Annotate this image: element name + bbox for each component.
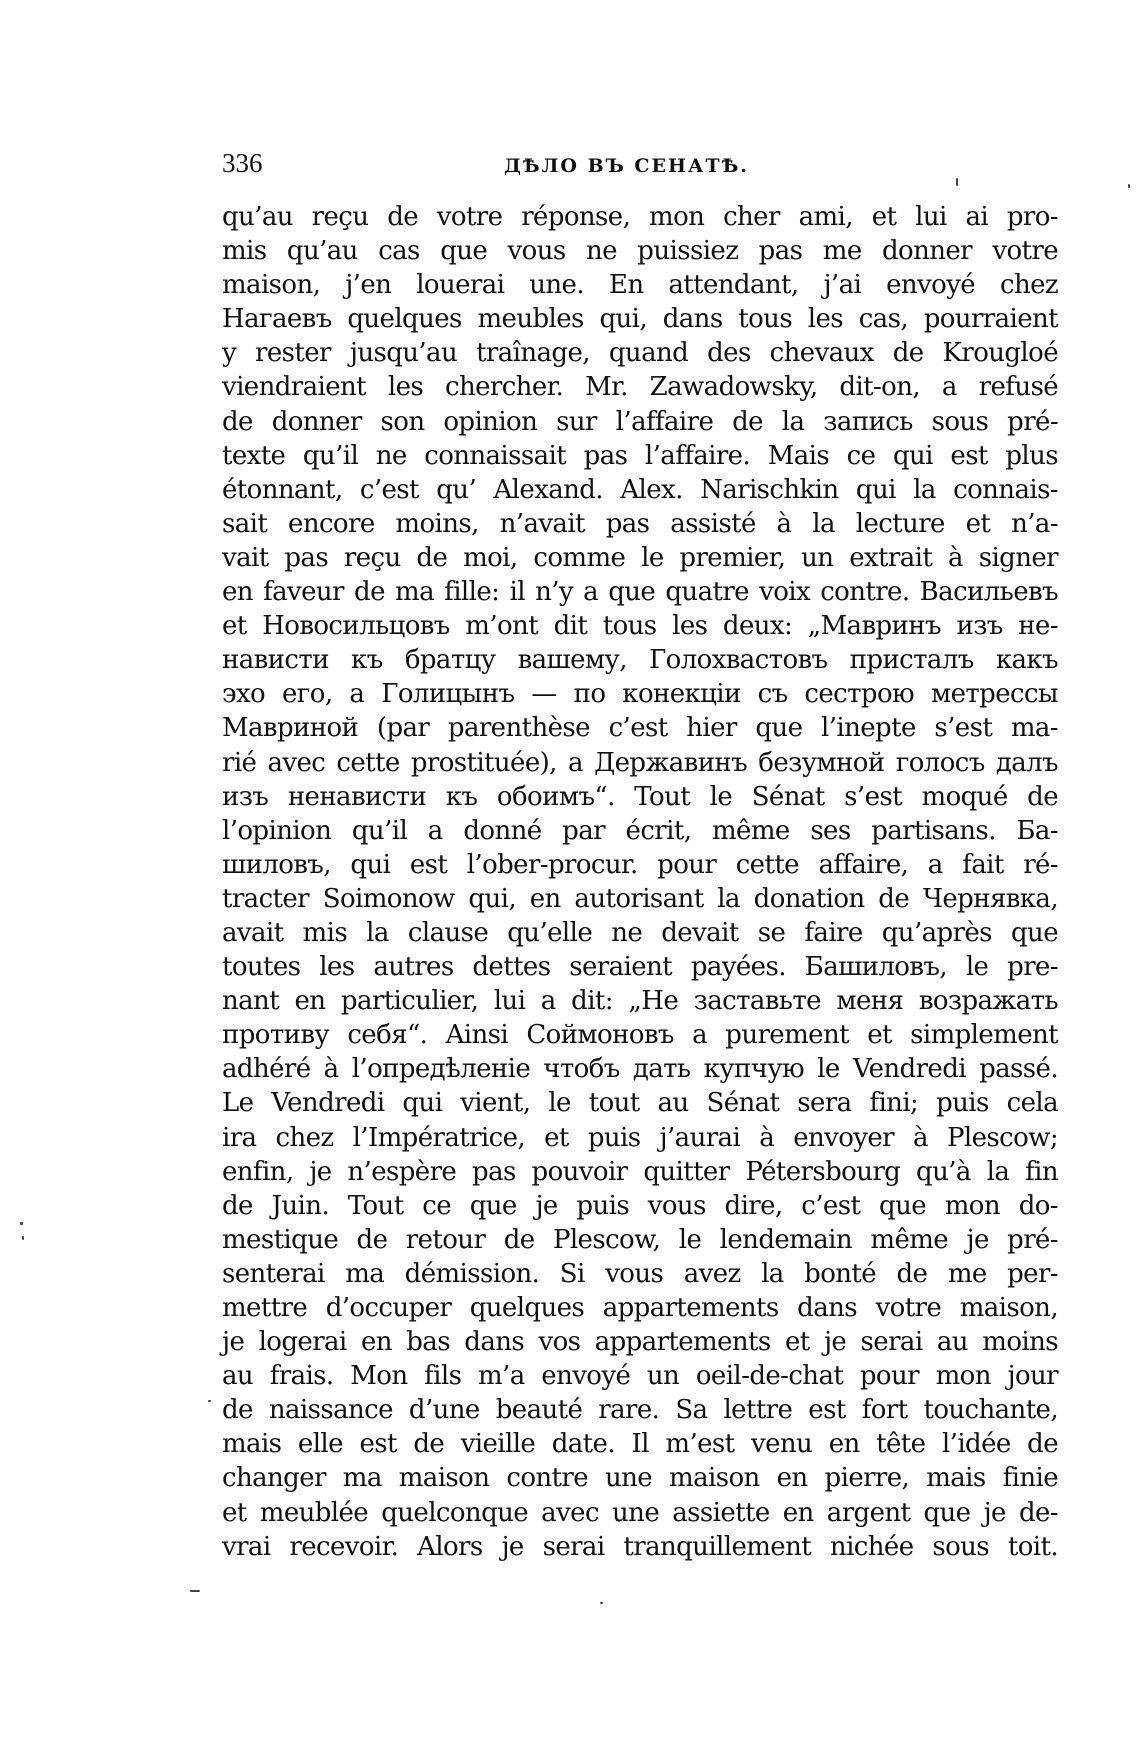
text-line: étonnant, c’est qu’ Alexand. Alex. Narischkin qui la connais- [222,474,1058,505]
print-speck [22,1236,24,1240]
text-line: nant en particulier, lui a dit: „Не заставьте меня возражать [222,986,1058,1017]
text-line: mais elle est de vieille date. Il m’est venu en tête l’idée de [222,1429,1058,1460]
text-line: enfin, je n’espère pas pouvoir quitter Pétersbourg qu’à la fin [222,1156,1058,1187]
text-line: ira chez l’Impératrice, et puis j’aurai à envoyer à Plescow; [222,1122,1058,1153]
text-line: en faveur de ma fille: il n’y a que quatre voix contre. Васильевъ [222,577,1058,608]
text-line: mettre d’occuper quelques appartements dans votre maison, [222,1293,1058,1323]
text-line: toutes les autres dettes seraient payées. Башиловъ, le pre- [222,952,1058,983]
text-line: changer ma maison contre une maison en pierre, mais finie [222,1463,1058,1494]
text-line: et meublée quelconque avec une assiette en argent que je de- [222,1497,1058,1528]
text-line: qu’au reçu de votre réponse, mon cher ami, et lui ai pro- [222,202,1058,232]
text-line: je logerai en bas dans vos appartements et je serai au moins [222,1327,1058,1358]
text-line: противу себя“. Ainsi Соймоновъ a purement et simplement [222,1020,1058,1051]
text-line: mestique de retour de Plescow, le lendemain même je pré- [222,1224,1058,1255]
text-line: adhéré à l’опредѣленіе чтобъ дать купчую le Vendredi passé. [222,1054,1058,1085]
page-number: 336 [222,148,263,178]
print-speck [20,1222,23,1225]
text-line: maison, j’en louerai une. En attendant, j’ai envoyé chez [222,270,1058,301]
text-line: mis qu’au cas que vous ne puissiez pas me donner votre [222,236,1058,267]
print-speck [600,1602,603,1604]
text-line: y rester jusqu’au traînage, quand des chevaux de Krougloé [222,338,1058,369]
page-header [222,148,1052,188]
text-line: rié avec cette prostituée), а Державинъ безумной голосъ далъ [222,747,1058,778]
text-line: de donner son opinion sur l’affaire de la запись sous pré- [222,406,1058,437]
print-speck [208,1400,211,1402]
print-speck [956,178,958,186]
text-line: senterai ma démission. Si vous avez la bonté de me per- [222,1258,1058,1289]
text-line: de Juin. Tout ce que je puis vous dire, c’est que mon do- [222,1190,1058,1221]
running-head: ДѢЛО ВЪ СЕНАТѢ. [504,155,749,177]
text-line: texte qu’il ne connaissait pas l’affaire. Mais ce qui est plus [222,440,1058,471]
text-line: vait pas reçu de moi, comme le premier, un extrait à signer [222,542,1058,573]
text-line: Мавриной (par parenthèse c’est hier que l’inepte s’est ma- [222,713,1058,744]
text-line: et Новосильцовъ m’ont dit tous les deux: „Мавринъ изъ не- [222,611,1058,642]
text-line: эхо его, а Голицынъ — по конекціи съ сестрою метрессы [222,679,1058,710]
text-line: vrai recevoir. Alors je serai tranquillement nichée sous toit. [222,1531,1058,1562]
text-line: нависти къ братцу вашему, Голохвастовъ присталъ какъ [222,645,1058,676]
text-line: de naissance d’une beauté rare. Sa lettre est fort touchante, [222,1395,1058,1426]
text-line: Нагаевъ quelques meubles qui, dans tous les cas, pourraient [222,304,1058,335]
text-line: sait encore moins, n’avait pas assisté à la lecture et n’a- [222,508,1058,539]
print-speck [190,1590,200,1592]
text-line: au frais. Mon fils m’a envoyé un oeil-de-chat pour mon jour [222,1361,1058,1392]
text-line: viendraient les chercher. Mr. Zawadowsky, dit-on, a refusé [222,372,1058,403]
print-speck [1128,184,1130,188]
text-line: шиловъ, qui est l’ober-procur. pour cette affaire, a fait ré- [222,849,1058,880]
text-line: l’opinion qu’il a donné par écrit, même ses partisans. Ба- [222,815,1058,846]
text-line: avait mis la clause qu’elle ne devait se faire qu’après que [222,917,1058,948]
text-line: Le Vendredi qui vient, le tout au Sénat sera fini; puis cela [222,1088,1058,1119]
text-line: изъ ненависти къ обоимъ“. Tout le Sénat s’est moqué de [222,781,1058,812]
text-line: tracter Soimonow qui, en autorisant la donation de Чернявка, [222,883,1058,914]
body-text [222,200,1058,1564]
